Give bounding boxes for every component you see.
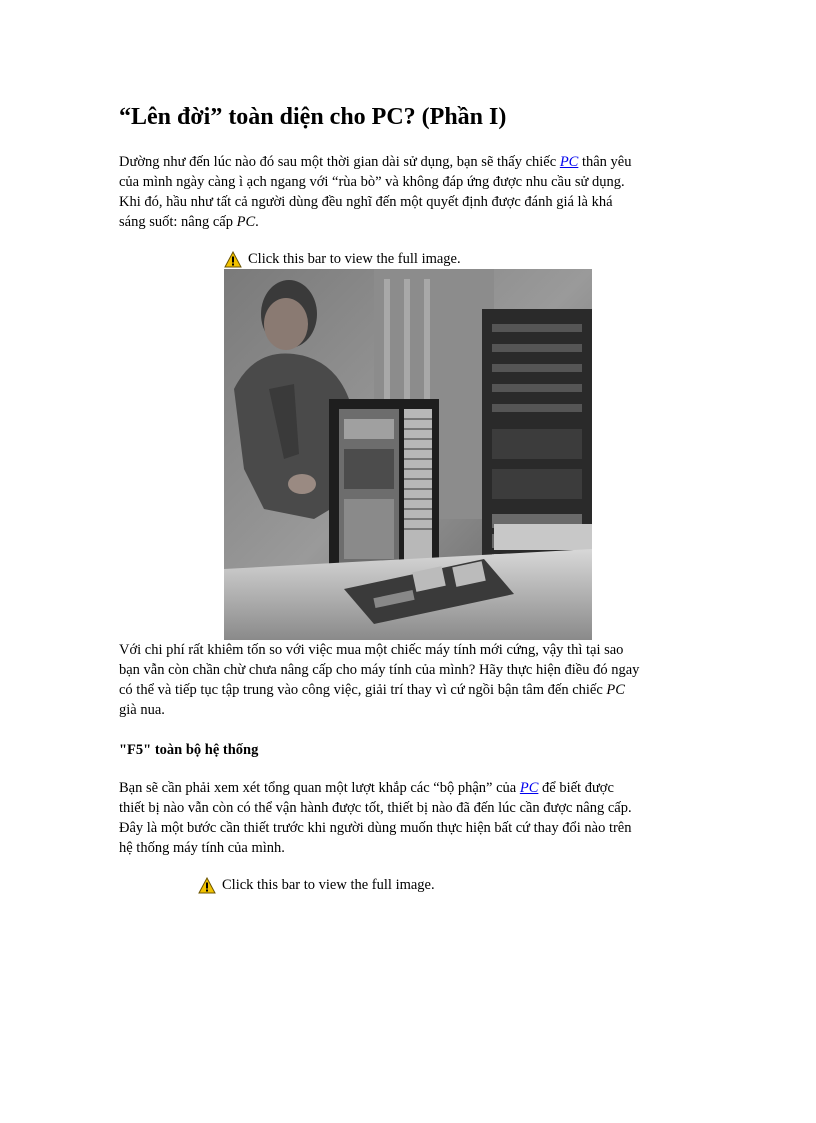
text-line: bạn vẫn còn chần chừ chưa nâng cấp cho máy tính của mình? Hãy thực hiện điều đó ngay <box>119 662 640 678</box>
pc-emphasis: PC <box>606 682 625 698</box>
warning-triangle-icon <box>198 877 216 894</box>
text-line: Dường như đến lúc nào đó sau một thời gian dài sử dụng, bạn sẽ thấy chiếc PC thân yêu <box>119 154 632 170</box>
article-title: “Lên đời” toàn diện cho PC? (Phần I) <box>119 104 507 130</box>
article-photo <box>224 269 592 640</box>
second-paragraph <box>119 640 699 720</box>
view-full-image-bar[interactable] <box>198 875 435 895</box>
text-line: thiết bị nào vẫn còn có thể vận hành được tốt, thiết bị nào đã đến lúc cần được nâng cấp. <box>119 800 632 816</box>
text-line: của mình ngày càng ì ạch ngang với “rùa bò” và không đáp ứng được nhu cầu sử dụng. <box>119 174 625 190</box>
view-full-image-bar[interactable] <box>224 249 461 269</box>
pc-link[interactable]: PC <box>519 780 539 796</box>
technician-server-photo <box>224 269 592 640</box>
text-line: Đây là một bước cần thiết trước khi người dùng muốn thực hiện bất cứ thay đổi nào trên <box>119 820 632 836</box>
text-line: Với chi phí rất khiêm tốn so với việc mua một chiếc máy tính mới cứng, vậy thì tại sao <box>119 642 624 658</box>
text-line: có thể và tiếp tục tập trung vào công việc, giải trí thay vì cứ ngồi bận tâm đến chiếc PC <box>119 682 625 698</box>
text-line: Khi đó, hầu như tất cả người dùng đều nghĩ đến một quyết định được đánh giá là khá <box>119 194 613 210</box>
pc-emphasis: PC <box>236 214 256 230</box>
warning-triangle-icon <box>224 251 242 268</box>
section-heading: "F5" toàn bộ hệ thống <box>119 742 259 758</box>
text-line: già nua. <box>119 702 165 718</box>
pc-link[interactable]: PC <box>559 154 579 170</box>
view-full-image-label: Click this bar to view the full image. <box>222 876 435 893</box>
text-line: Bạn sẽ cần phải xem xét tổng quan một lượt khắp các “bộ phận” của PC để biết được <box>119 780 614 796</box>
third-paragraph <box>119 778 699 858</box>
intro-paragraph <box>119 152 699 232</box>
view-full-image-label: Click this bar to view the full image. <box>248 250 461 267</box>
text-line: hệ thống máy tính của mình. <box>119 840 285 856</box>
text-line: sáng suốt: nâng cấp PC. <box>119 214 259 230</box>
